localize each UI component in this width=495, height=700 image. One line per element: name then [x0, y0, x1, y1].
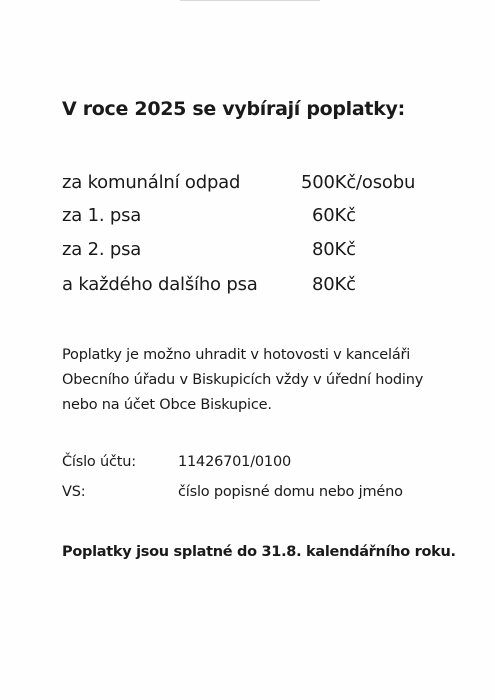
payment-line: Poplatky je možno uhradit v hotovosti v kanceláři	[62, 347, 411, 363]
payment-line: Obecního úřadu v Biskupicích vždy v úřední hodiny	[62, 372, 424, 388]
fee-row-first-dog	[62, 205, 442, 231]
scan-edge-line	[180, 0, 320, 1]
fee-label: a každého dalšího psa	[62, 274, 258, 295]
fee-amount: 500Kč/osobu	[301, 172, 416, 193]
payment-paragraph	[62, 343, 462, 418]
account-number-row	[62, 454, 462, 478]
vs-label: VS:	[62, 484, 86, 500]
fee-label: za 1. psa	[62, 205, 142, 226]
account-label: Číslo účtu:	[62, 454, 136, 470]
fee-amount: 80Kč	[312, 274, 356, 295]
fee-amount: 60Kč	[312, 205, 356, 226]
fee-row-additional-dog	[62, 274, 442, 300]
fee-row-second-dog	[62, 239, 442, 265]
account-value: 11426701/0100	[178, 454, 291, 470]
payment-line: nebo na účet Obce Biskupice.	[62, 397, 272, 413]
vs-value: číslo popisné domu nebo jméno	[178, 484, 403, 500]
fee-label: za komunální odpad	[62, 172, 241, 193]
fee-row-waste	[62, 172, 442, 198]
due-date-note: Poplatky jsou splatné do 31.8. kalendářního roku.	[62, 544, 456, 560]
fee-label: za 2. psa	[62, 239, 142, 260]
fee-amount: 80Kč	[312, 239, 356, 260]
variable-symbol-row	[62, 484, 462, 508]
document-title: V roce 2025 se vybírají poplatky:	[62, 98, 405, 120]
